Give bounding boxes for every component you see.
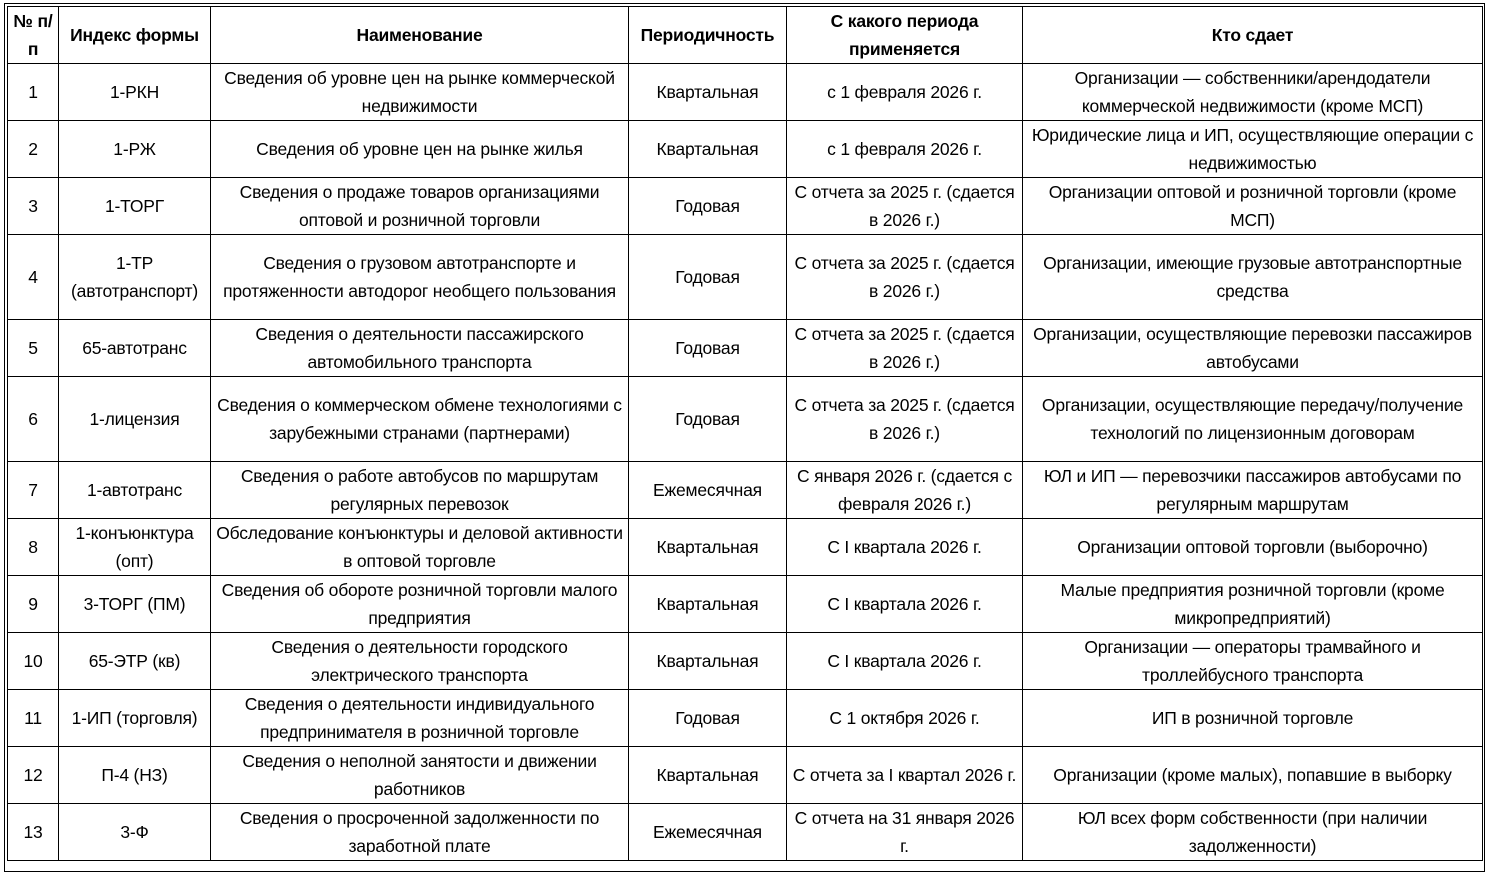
cell-who-submits: ИП в розничной торговле [1023, 690, 1483, 747]
cell-form-index: 3-Ф [59, 804, 211, 861]
cell-name: Сведения о деятельности индивидуального предпринимателя в розничной торговле [211, 690, 629, 747]
cell-periodicity: Квартальная [629, 576, 787, 633]
cell-name: Сведения о грузовом автотранспорте и протяженности автодорог необщего пользования [211, 235, 629, 320]
cell-periodicity: Ежемесячная [629, 804, 787, 861]
statistical-forms-document [7, 6, 1482, 861]
cell-num: 9 [8, 576, 59, 633]
table-row [8, 320, 1483, 377]
cell-num: 11 [8, 690, 59, 747]
cell-form-index: 65-ЭТР (кв) [59, 633, 211, 690]
cell-effective-from: с 1 февраля 2026 г. [787, 64, 1023, 121]
header-periodicity: Периодичность [629, 7, 787, 64]
cell-who-submits: Организации оптовой и розничной торговли (кроме МСП) [1023, 178, 1483, 235]
cell-form-index: 1-РЖ [59, 121, 211, 178]
cell-who-submits: Юридические лица и ИП, осуществляющие операции с недвижимостью [1023, 121, 1483, 178]
cell-effective-from: С отчета за I квартал 2026 г. [787, 747, 1023, 804]
header-form-index: Индекс формы [59, 7, 211, 64]
cell-periodicity: Годовая [629, 235, 787, 320]
cell-who-submits: Организации, имеющие грузовые автотранспортные средства [1023, 235, 1483, 320]
cell-effective-from: С I квартала 2026 г. [787, 519, 1023, 576]
cell-name: Сведения о просроченной задолженности по заработной плате [211, 804, 629, 861]
cell-name: Сведения о работе автобусов по маршрутам регулярных перевозок [211, 462, 629, 519]
cell-periodicity: Квартальная [629, 519, 787, 576]
cell-who-submits: Организации (кроме малых), попавшие в выборку [1023, 747, 1483, 804]
cell-effective-from: С I квартала 2026 г. [787, 576, 1023, 633]
cell-num: 5 [8, 320, 59, 377]
cell-form-index: 1-РКН [59, 64, 211, 121]
table-row [8, 64, 1483, 121]
cell-who-submits: Организации, осуществляющие перевозки пассажиров автобусами [1023, 320, 1483, 377]
cell-periodicity: Ежемесячная [629, 462, 787, 519]
cell-num: 7 [8, 462, 59, 519]
cell-periodicity: Квартальная [629, 64, 787, 121]
cell-effective-from: с 1 февраля 2026 г. [787, 121, 1023, 178]
table-row [8, 377, 1483, 462]
cell-who-submits: Малые предприятия розничной торговли (кроме микропредприятий) [1023, 576, 1483, 633]
cell-periodicity: Годовая [629, 377, 787, 462]
cell-num: 13 [8, 804, 59, 861]
cell-num: 4 [8, 235, 59, 320]
cell-periodicity: Годовая [629, 320, 787, 377]
cell-form-index: 1-автотранс [59, 462, 211, 519]
cell-periodicity: Годовая [629, 690, 787, 747]
cell-num: 10 [8, 633, 59, 690]
table-row [8, 690, 1483, 747]
cell-who-submits: ЮЛ всех форм собственности (при наличии задолженности) [1023, 804, 1483, 861]
header-num: № п/п [8, 7, 59, 64]
cell-periodicity: Годовая [629, 178, 787, 235]
cell-effective-from: С отчета за 2025 г. (сдается в 2026 г.) [787, 178, 1023, 235]
cell-name: Сведения об уровне цен на рынке жилья [211, 121, 629, 178]
cell-form-index: 1-лицензия [59, 377, 211, 462]
table-row [8, 633, 1483, 690]
cell-form-index: 1-ИП (торговля) [59, 690, 211, 747]
cell-effective-from: С отчета на 31 января 2026 г. [787, 804, 1023, 861]
cell-who-submits: Организации оптовой торговли (выборочно) [1023, 519, 1483, 576]
cell-periodicity: Квартальная [629, 747, 787, 804]
table-header-row [8, 7, 1483, 64]
cell-periodicity: Квартальная [629, 633, 787, 690]
cell-num: 6 [8, 377, 59, 462]
cell-form-index: 1-ТОРГ [59, 178, 211, 235]
cell-who-submits: ЮЛ и ИП — перевозчики пассажиров автобусами по регулярным маршрутам [1023, 462, 1483, 519]
table-row [8, 804, 1483, 861]
cell-periodicity: Квартальная [629, 121, 787, 178]
cell-effective-from: С 1 октября 2026 г. [787, 690, 1023, 747]
table-row [8, 178, 1483, 235]
cell-name: Сведения о коммерческом обмене технологиями с зарубежными странами (партнерами) [211, 377, 629, 462]
header-effective-from: С какого периода применяется [787, 7, 1023, 64]
cell-form-index: 1-конъюнктура (опт) [59, 519, 211, 576]
cell-who-submits: Организации — собственники/арендодатели коммерческой недвижимости (кроме МСП) [1023, 64, 1483, 121]
cell-name: Сведения об уровне цен на рынке коммерческой недвижимости [211, 64, 629, 121]
cell-who-submits: Организации, осуществляющие передачу/получение технологий по лицензионным договорам [1023, 377, 1483, 462]
cell-form-index: 3-ТОРГ (ПМ) [59, 576, 211, 633]
cell-num: 2 [8, 121, 59, 178]
cell-name: Сведения о продаже товаров организациями оптовой и розничной торговли [211, 178, 629, 235]
cell-num: 3 [8, 178, 59, 235]
cell-num: 1 [8, 64, 59, 121]
cell-name: Сведения об обороте розничной торговли малого предприятия [211, 576, 629, 633]
cell-effective-from: С января 2026 г. (сдается с февраля 2026 г.) [787, 462, 1023, 519]
table-row [8, 519, 1483, 576]
cell-num: 12 [8, 747, 59, 804]
table-row [8, 235, 1483, 320]
table-row [8, 576, 1483, 633]
cell-num: 8 [8, 519, 59, 576]
table-row [8, 747, 1483, 804]
cell-form-index: П-4 (НЗ) [59, 747, 211, 804]
cell-effective-from: С I квартала 2026 г. [787, 633, 1023, 690]
cell-who-submits: Организации — операторы трамвайного и троллейбусного транспорта [1023, 633, 1483, 690]
cell-name: Сведения о неполной занятости и движении работников [211, 747, 629, 804]
cell-name: Обследование конъюнктуры и деловой активности в оптовой торговле [211, 519, 629, 576]
cell-form-index: 65-автотранс [59, 320, 211, 377]
table-row [8, 121, 1483, 178]
cell-effective-from: С отчета за 2025 г. (сдается в 2026 г.) [787, 320, 1023, 377]
statistical-forms-table [7, 6, 1483, 861]
cell-form-index: 1-ТР (автотранспорт) [59, 235, 211, 320]
cell-effective-from: С отчета за 2025 г. (сдается в 2026 г.) [787, 377, 1023, 462]
header-who-submits: Кто сдает [1023, 7, 1483, 64]
header-name: Наименование [211, 7, 629, 64]
cell-effective-from: С отчета за 2025 г. (сдается в 2026 г.) [787, 235, 1023, 320]
cell-name: Сведения о деятельности пассажирского автомобильного транспорта [211, 320, 629, 377]
cell-name: Сведения о деятельности городского электрического транспорта [211, 633, 629, 690]
table-row [8, 462, 1483, 519]
